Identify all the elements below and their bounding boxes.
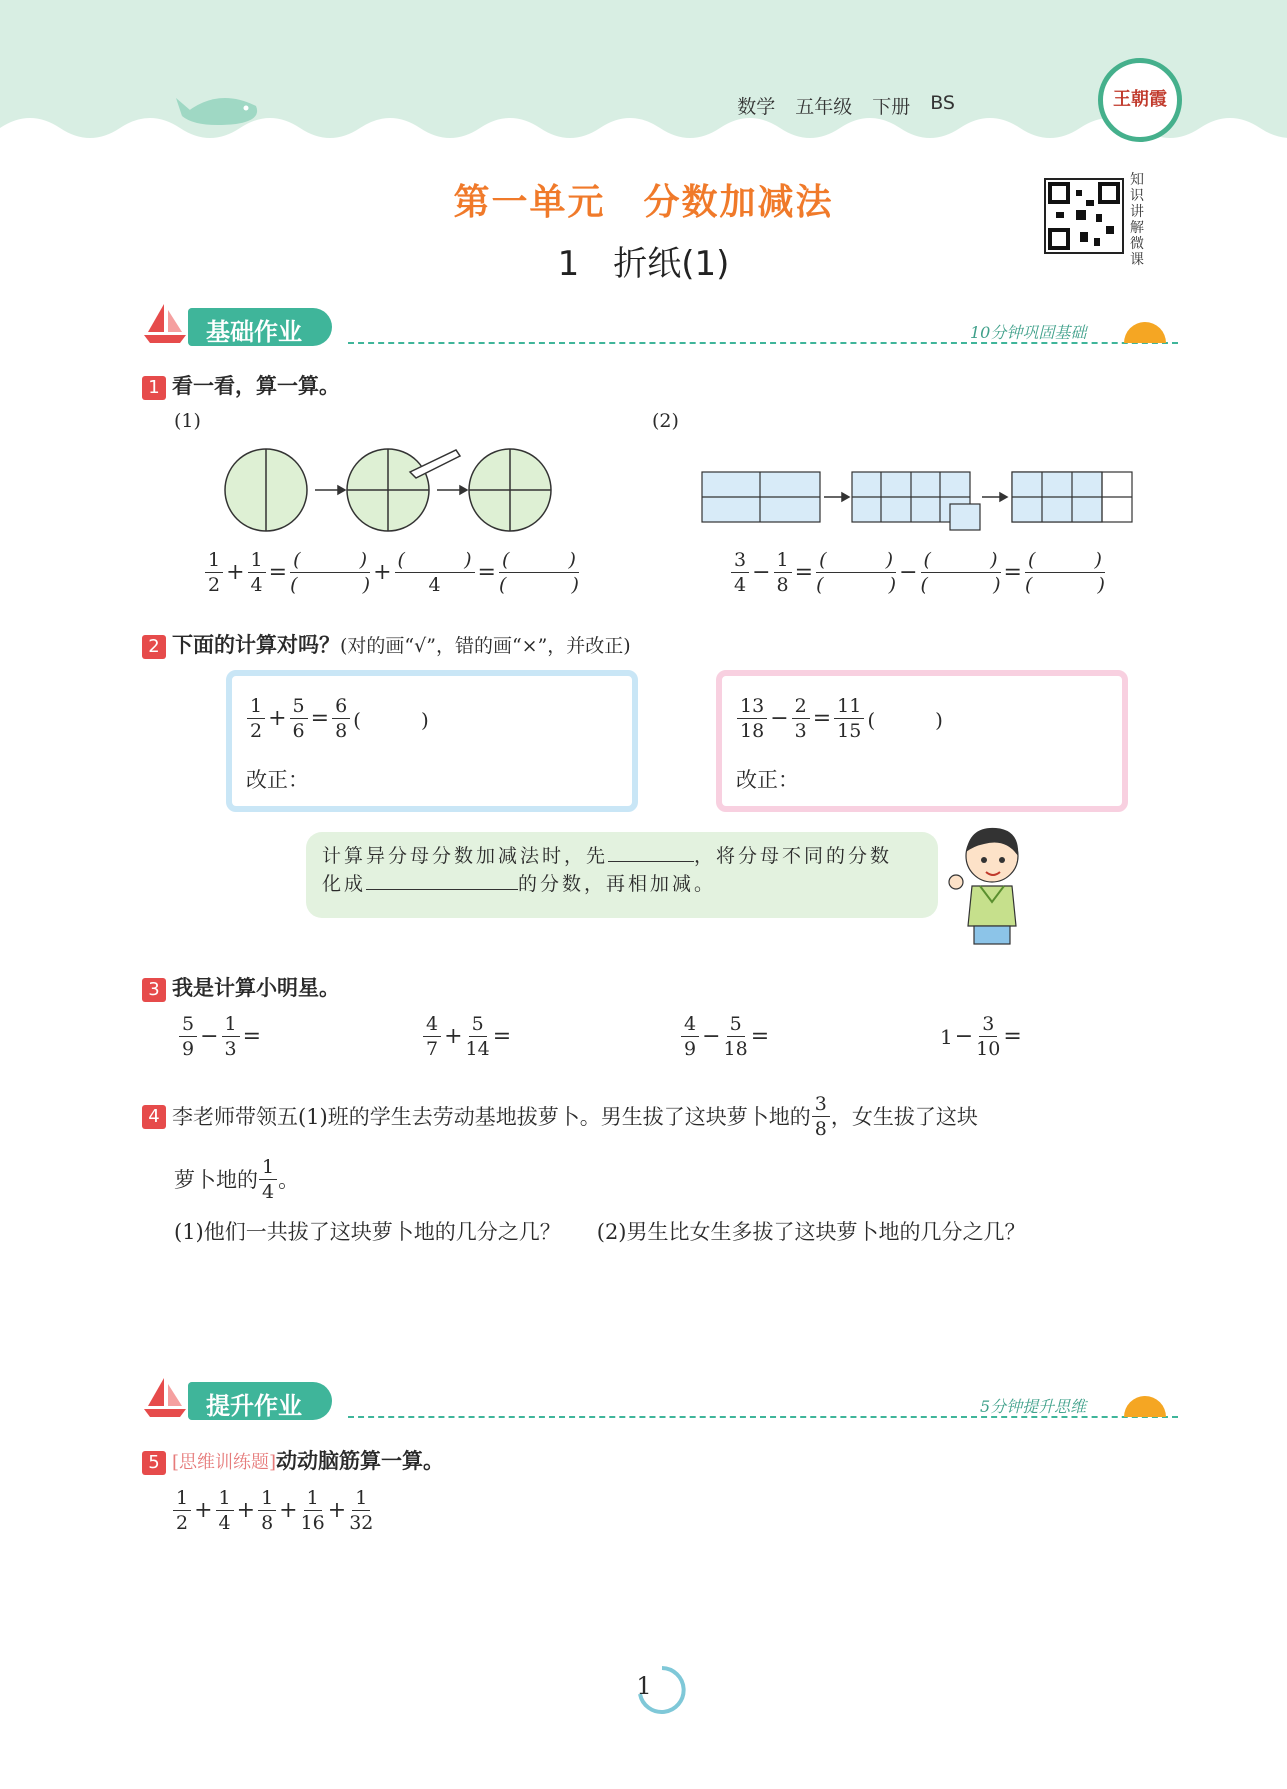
question-text: 。 bbox=[278, 1167, 300, 1192]
question-2-header bbox=[142, 629, 631, 659]
question-text: 我是计算小明星。 bbox=[172, 976, 340, 1000]
fraction-numerator: 1 bbox=[774, 548, 792, 573]
question-1-header bbox=[142, 370, 340, 400]
answer-blank[interactable]: ( ) ( ) bbox=[920, 549, 1001, 596]
brand-name: 王朝霞 bbox=[1113, 89, 1167, 110]
tip-text: ，将分母不同的分数 bbox=[694, 845, 893, 867]
sailboat-icon bbox=[142, 302, 188, 344]
boy-character-icon bbox=[940, 822, 1040, 950]
whole-number: 1 bbox=[940, 1024, 953, 1049]
question-number: 4 bbox=[142, 1105, 166, 1129]
fraction-numerator: 3 bbox=[979, 1012, 997, 1037]
fraction-numerator: 2 bbox=[792, 694, 810, 719]
fraction-numerator: 3 bbox=[812, 1092, 830, 1117]
question-text: 下面的计算对吗？ bbox=[172, 633, 340, 657]
fraction-numerator: 11 bbox=[834, 694, 864, 719]
fraction-denominator: 3 bbox=[224, 1038, 237, 1060]
answer-blank[interactable]: ( ) ( ) bbox=[1024, 549, 1105, 596]
answer-blank[interactable]: ( ) ( ) bbox=[816, 549, 897, 596]
question-text: 动动脑筋算一算。 bbox=[276, 1449, 445, 1473]
fraction-denominator: 8 bbox=[814, 1118, 827, 1140]
circle-fold-diagram bbox=[220, 444, 560, 536]
mark-blank[interactable]: ( ) bbox=[353, 708, 429, 732]
q5-expression bbox=[172, 1486, 374, 1535]
tip-text: 计算异分母分数加减法时，先 bbox=[322, 845, 609, 867]
fraction-numerator: 5 bbox=[290, 694, 308, 719]
operator: + bbox=[444, 1024, 463, 1049]
answer-blank[interactable]: ( ) ( ) bbox=[290, 549, 371, 596]
question-hint: (对的画“√”，错的画“×”，并改正) bbox=[340, 635, 631, 657]
operator: − bbox=[200, 1024, 219, 1049]
question-number: 3 bbox=[142, 978, 166, 1002]
question-text: ，女生拔了这块 bbox=[830, 1104, 978, 1129]
lesson-title: 1 折纸(1) bbox=[557, 244, 730, 284]
sailboat-icon bbox=[142, 1376, 188, 1418]
sub-question-1: (1)他们一共拔了这块萝卜地的几分之几？ bbox=[174, 1220, 561, 1244]
fraction-numerator: 4 bbox=[681, 1012, 699, 1037]
grade-label: 五年级 bbox=[795, 96, 853, 118]
question-3-header bbox=[142, 972, 340, 1002]
whale-icon bbox=[176, 76, 272, 130]
fraction-numerator: 1 bbox=[352, 1486, 370, 1511]
answer-blank[interactable]: ( ) ( ) bbox=[498, 549, 579, 596]
fraction-denominator: 8 bbox=[335, 720, 348, 742]
fraction-numerator: 5 bbox=[469, 1012, 487, 1037]
fraction-denominator: 2 bbox=[250, 720, 263, 742]
fraction-denominator: 18 bbox=[740, 720, 765, 742]
q3-item-3: $\frac{4}{9}$ − $\frac{5}{18}$ = bbox=[680, 1012, 771, 1061]
fraction-denominator: 2 bbox=[176, 1512, 189, 1534]
fraction-denominator: 9 bbox=[182, 1038, 195, 1060]
fraction-numerator: 4 bbox=[423, 1012, 441, 1037]
fraction-denominator: 4 bbox=[262, 1181, 275, 1203]
edition-label: BS bbox=[930, 92, 955, 114]
q3-item-4: 1 − $\frac{3}{10}$ = bbox=[940, 1013, 1022, 1060]
question-text: 看一看，算一算。 bbox=[172, 374, 340, 398]
qr-label: 知识讲解微课 bbox=[1130, 172, 1144, 268]
sun-icon bbox=[1124, 1396, 1166, 1417]
tip-text: 化成 bbox=[322, 873, 367, 895]
question-number: 2 bbox=[142, 635, 166, 659]
question-number: 5 bbox=[142, 1451, 166, 1475]
fraction-numerator: 3 bbox=[731, 548, 749, 573]
header-band bbox=[0, 0, 1287, 150]
brand-logo bbox=[1098, 58, 1182, 142]
fraction-denominator: 18 bbox=[723, 1038, 748, 1060]
fraction-numerator: 5 bbox=[179, 1012, 197, 1037]
fraction-denominator: 7 bbox=[426, 1038, 439, 1060]
fraction-denominator: 8 bbox=[261, 1512, 274, 1534]
fraction-numerator: 5 bbox=[727, 1012, 745, 1037]
fraction-denominator: 8 bbox=[776, 574, 789, 596]
subject-label: 数学 bbox=[737, 96, 776, 118]
q3-item-2: $\frac{4}{7}$ + $\frac{5}{14}$ = bbox=[422, 1012, 513, 1061]
operator: + bbox=[236, 1498, 256, 1523]
tip-blank-2[interactable] bbox=[366, 889, 518, 890]
fraction-denominator: 4 bbox=[734, 574, 747, 596]
question-5-header bbox=[142, 1445, 444, 1475]
unit-title: 第一单元 分数加减法 bbox=[453, 182, 834, 223]
fraction-numerator: 1 bbox=[304, 1486, 322, 1511]
check-box-right: $\frac{13}{18}$ − $\frac{2}{3}$ = $\frac{11}{15}$ ( ) 改正： bbox=[716, 670, 1128, 812]
check-box-left: $\frac{1}{2}$ + $\frac{5}{6}$ = $\frac{6}{8}$ ( ) 改正： bbox=[226, 670, 638, 812]
operator: + bbox=[327, 1498, 347, 1523]
fraction-denominator: 4 bbox=[218, 1512, 231, 1534]
fraction-numerator: 1 bbox=[205, 548, 223, 573]
operator: − bbox=[954, 1024, 974, 1049]
correction-label: 改正： bbox=[246, 768, 309, 792]
fraction-denominator: 3 bbox=[794, 720, 807, 742]
tip-blank-1[interactable] bbox=[608, 861, 694, 862]
fraction-numerator: 1 bbox=[222, 1012, 240, 1037]
fraction-denominator: 4 bbox=[250, 574, 263, 596]
fraction-numerator: 1 bbox=[248, 548, 266, 573]
question-4 bbox=[142, 1092, 1182, 1252]
q1-equation-2: $\frac{3}{4}$ − $\frac{1}{8}$ = ( ) ( ) − ( ) ( ) = ( ) ( ) bbox=[730, 548, 1106, 597]
sub-question-2: (2)男生比女生多拔了这块萝卜地的几分之几？ bbox=[596, 1220, 1026, 1244]
fraction-numerator: 1 bbox=[258, 1486, 276, 1511]
fraction-denominator: 10 bbox=[976, 1038, 1001, 1060]
mark-blank[interactable]: ( ) bbox=[867, 708, 943, 732]
fraction-denominator: 15 bbox=[837, 720, 862, 742]
section-advanced-label: 提升作业 bbox=[188, 1382, 332, 1420]
fraction-denominator: 32 bbox=[349, 1512, 374, 1534]
operator: + bbox=[194, 1498, 213, 1523]
section-basic-label: 基础作业 bbox=[188, 308, 332, 346]
answer-blank[interactable]: ( ) 4 bbox=[395, 548, 475, 597]
fraction-denominator: 4 bbox=[428, 574, 441, 596]
fraction-numerator: 1 bbox=[173, 1486, 191, 1511]
fraction-denominator: 14 bbox=[465, 1038, 490, 1060]
qr-code-icon[interactable] bbox=[1044, 178, 1124, 254]
operator: − bbox=[702, 1024, 721, 1049]
question-text: 李老师带领五(1)班的学生去劳动基地拔萝卜。男生拔了这块萝卜地的 bbox=[172, 1104, 811, 1129]
question-text: 萝卜地的 bbox=[174, 1167, 258, 1192]
fraction-numerator: 1 bbox=[259, 1155, 277, 1180]
fraction-denominator: 2 bbox=[208, 574, 221, 596]
question-number: 1 bbox=[142, 376, 166, 400]
tip-bubble bbox=[306, 832, 938, 918]
page-number: 1 bbox=[636, 1672, 652, 1700]
fraction-numerator: 13 bbox=[737, 694, 767, 719]
tip-text: 的分数，再相加减。 bbox=[518, 873, 717, 895]
fraction-denominator: 9 bbox=[684, 1038, 697, 1060]
q1-part1-label: (1) bbox=[174, 410, 201, 432]
q1-equation-1: $\frac{1}{2}$ + $\frac{1}{4}$ = ( ) ( ) + ( ) 4 = ( ) ( ) bbox=[204, 548, 580, 597]
correction-label: 改正： bbox=[736, 768, 799, 792]
fraction-numerator: 1 bbox=[216, 1486, 234, 1511]
sun-icon bbox=[1124, 322, 1166, 343]
section-advanced-note: 5分钟提升思维 bbox=[980, 1397, 1087, 1416]
rectangle-fold-diagram bbox=[700, 470, 1136, 532]
operator: + bbox=[279, 1498, 298, 1523]
breadcrumb bbox=[737, 92, 955, 119]
volume-label: 下册 bbox=[872, 96, 911, 118]
fraction-denominator: 6 bbox=[292, 720, 305, 742]
fraction-numerator: 1 bbox=[247, 694, 265, 719]
section-basic-note: 10分钟巩固基础 bbox=[970, 323, 1087, 342]
fraction-numerator: 6 bbox=[332, 694, 350, 719]
q1-part2-label: (2) bbox=[652, 410, 679, 432]
question-tag: [思维训练题] bbox=[172, 1452, 277, 1473]
q3-item-1: $\frac{5}{9}$ − $\frac{1}{3}$ = bbox=[178, 1012, 263, 1061]
fraction-denominator: 16 bbox=[300, 1512, 325, 1534]
